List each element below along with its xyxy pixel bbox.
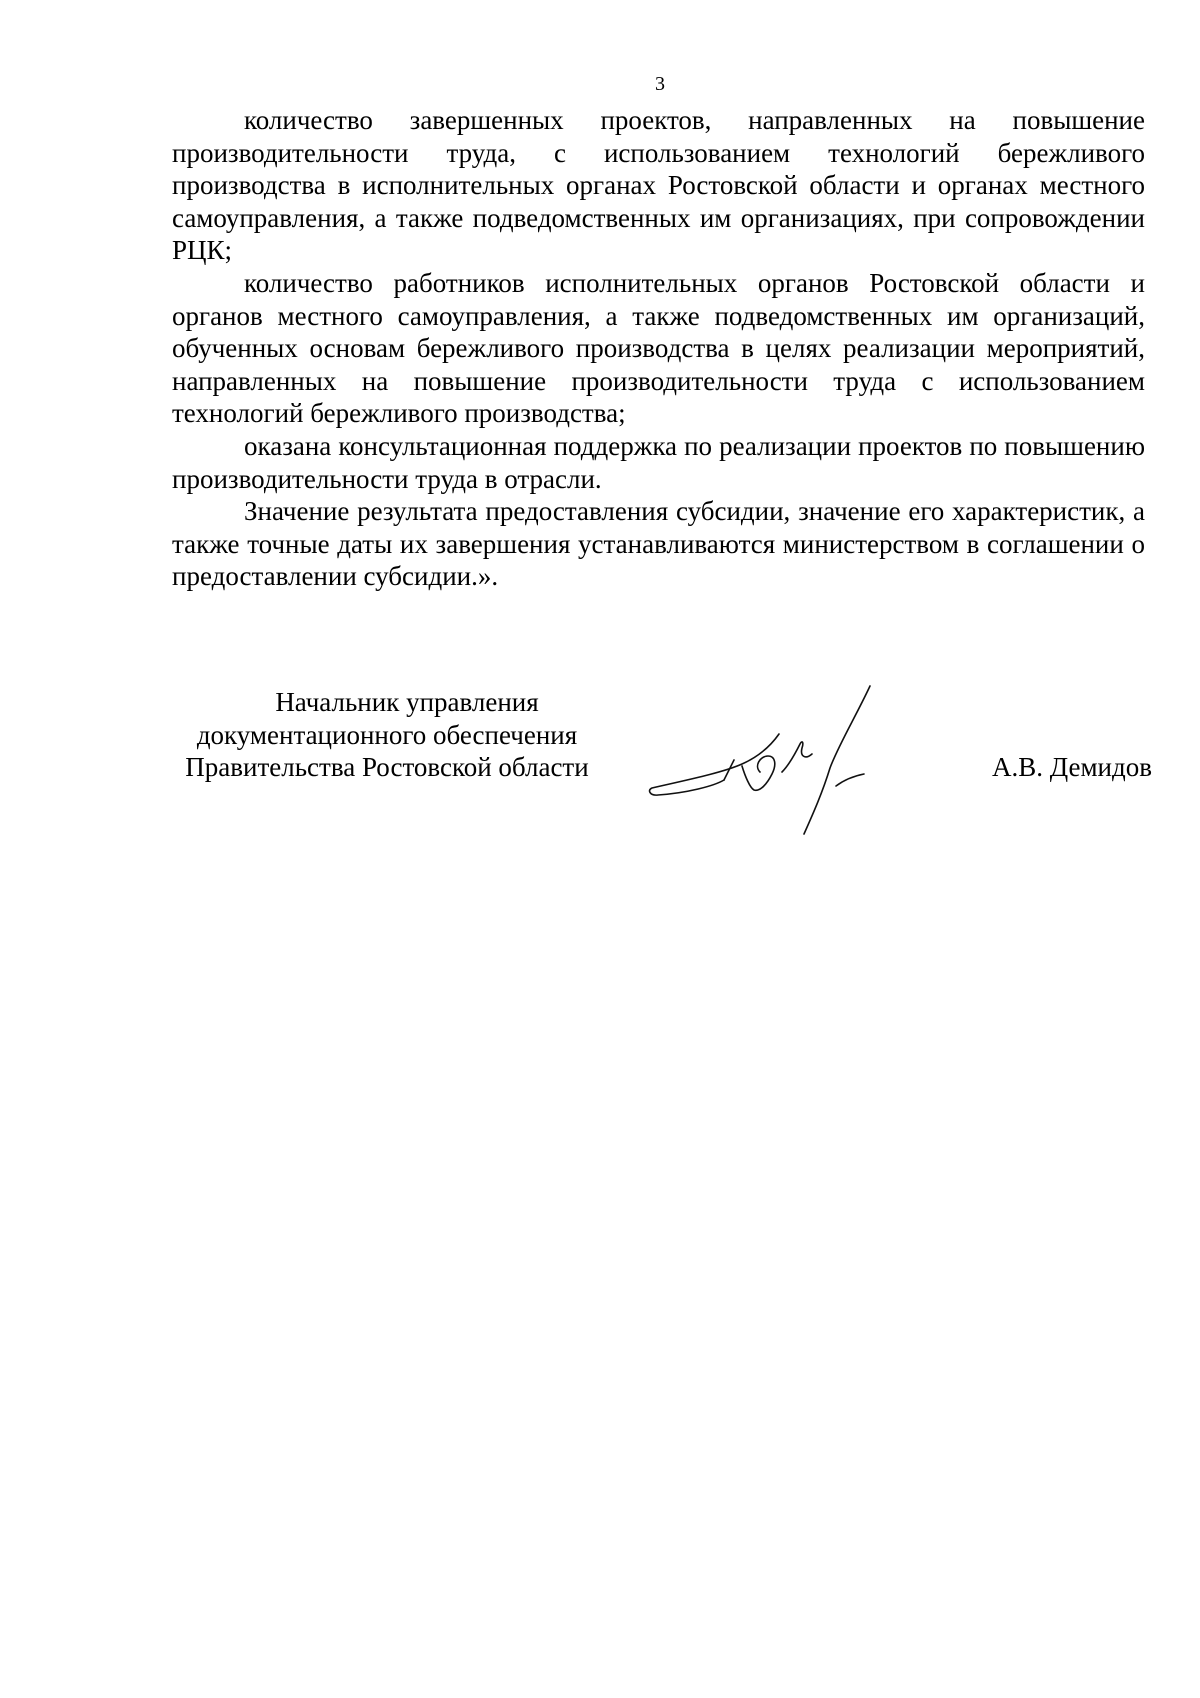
signature-block — [172, 686, 1152, 846]
paragraph-completed-projects: количество завершенных проектов, направленных на повышение производительности труда, с использованием технологий бережливого производства в исполнительных органах Ростовской области и органах местного самоуправления, а также подведомственных им организациях, при сопровождении РЦК; — [172, 105, 1145, 266]
paragraph-result-value: Значение результата предоставления субсидии, значение его характеристик, а также точные даты их завершения устанавливаются министерством в соглашении о предоставлении субсидии.». — [172, 496, 1145, 592]
handwritten-signature — [642, 676, 942, 846]
signatory-position-line: документационного обеспечения — [196, 719, 578, 750]
signatory-position-line: Правительства Ростовской области — [185, 752, 589, 783]
paragraph-trained-employees: количество работников исполнительных органов Ростовской области и органов местного самоуправления, а также подведомственных им организаций, обученных основам бережливого производства в целях реализации мероприятий, направленных на повышение производительности труда с использованием технологий бережливого производства; — [172, 267, 1145, 429]
signatory-position-line: Начальник управления — [275, 687, 539, 717]
signatory-position — [172, 686, 602, 784]
signatory-name: А.В. Демидов — [991, 752, 1152, 782]
paragraph-consulting-support: оказана консультационная поддержка по реализации проектов по повышению производительности труда в отрасли. — [172, 430, 1145, 494]
document-body — [172, 104, 1145, 593]
page-number: 3 — [655, 73, 665, 95]
